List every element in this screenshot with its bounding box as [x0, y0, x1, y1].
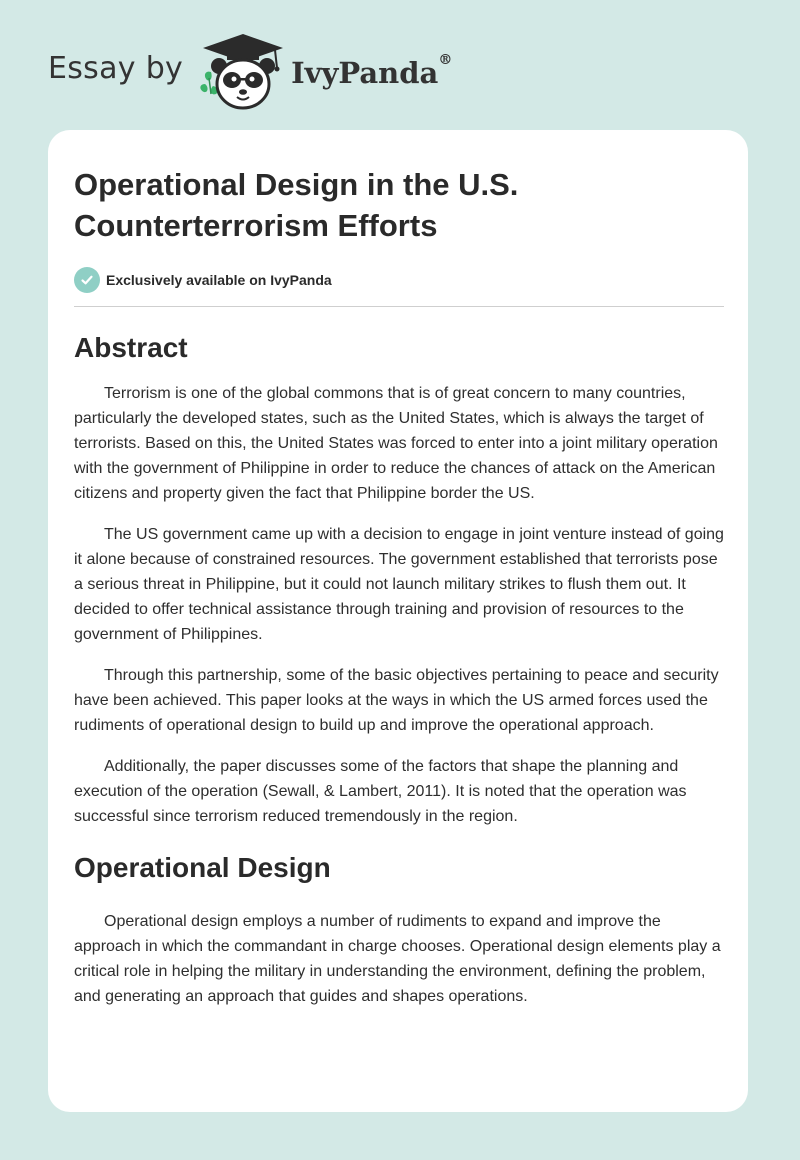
essay-content: [74, 164, 724, 1025]
paragraph: Through this partnership, some of the basic objectives pertaining to peace and security have been achieved. This paper looks at the ways in which the US armed forces used the rudiments of operational design to build up and improve the operational approach.: [74, 667, 719, 734]
paragraph: Operational design employs a number of rudiments to expand and improve the approach in which the commandant in charge chooses. Operational design elements play a critical role in helping the military in understanding the environment, defining the problem, and generating an approach that guides and shapes operations.: [74, 913, 721, 1005]
divider: [74, 306, 724, 307]
check-icon: [74, 267, 100, 293]
essay-by-label: Essay by: [48, 50, 184, 86]
ivy-leaf-icon: [200, 72, 217, 95]
brand-name: IvyPanda®: [291, 52, 453, 90]
essay-title: Operational Design in the U.S. Counterterrorism Efforts: [74, 167, 519, 243]
panda-logo-icon: [197, 32, 289, 112]
exclusive-label: Exclusively available on IvyPanda: [106, 272, 332, 288]
site-header: [48, 32, 452, 112]
section-heading-operational-design: Operational Design: [74, 852, 331, 883]
paragraph: The US government came up with a decision to engage in joint venture instead of going it alone because of constrained resources. The government established that terrorists pose a serious threat in Philippine, but it could not launch military strikes to flush them out. It decided to offer technical assistance through training and provision of resources to the government of Philippines.: [74, 526, 724, 643]
paragraph: Terrorism is one of the global commons that is of great concern to many countries, particularly the developed states, such as the United States, which is always the target of terrorists. Based on this, the United States was forced to enter into a joint military operation with the government of Philippine in order to reduce the chances of attack on the American citizens and property given the fact that Philippine border the US.: [74, 385, 718, 502]
paragraph: Additionally, the paper discusses some of the factors that shape the planning and execution of the operation (Sewall, & Lambert, 2011). It is noted that the operation was successful since terrorism reduced tremendously in the region.: [74, 758, 687, 825]
exclusive-badge: [74, 266, 724, 294]
essay-card: [48, 130, 748, 1112]
registered-mark: ®: [438, 52, 453, 68]
section-heading-abstract: Abstract: [74, 332, 188, 363]
